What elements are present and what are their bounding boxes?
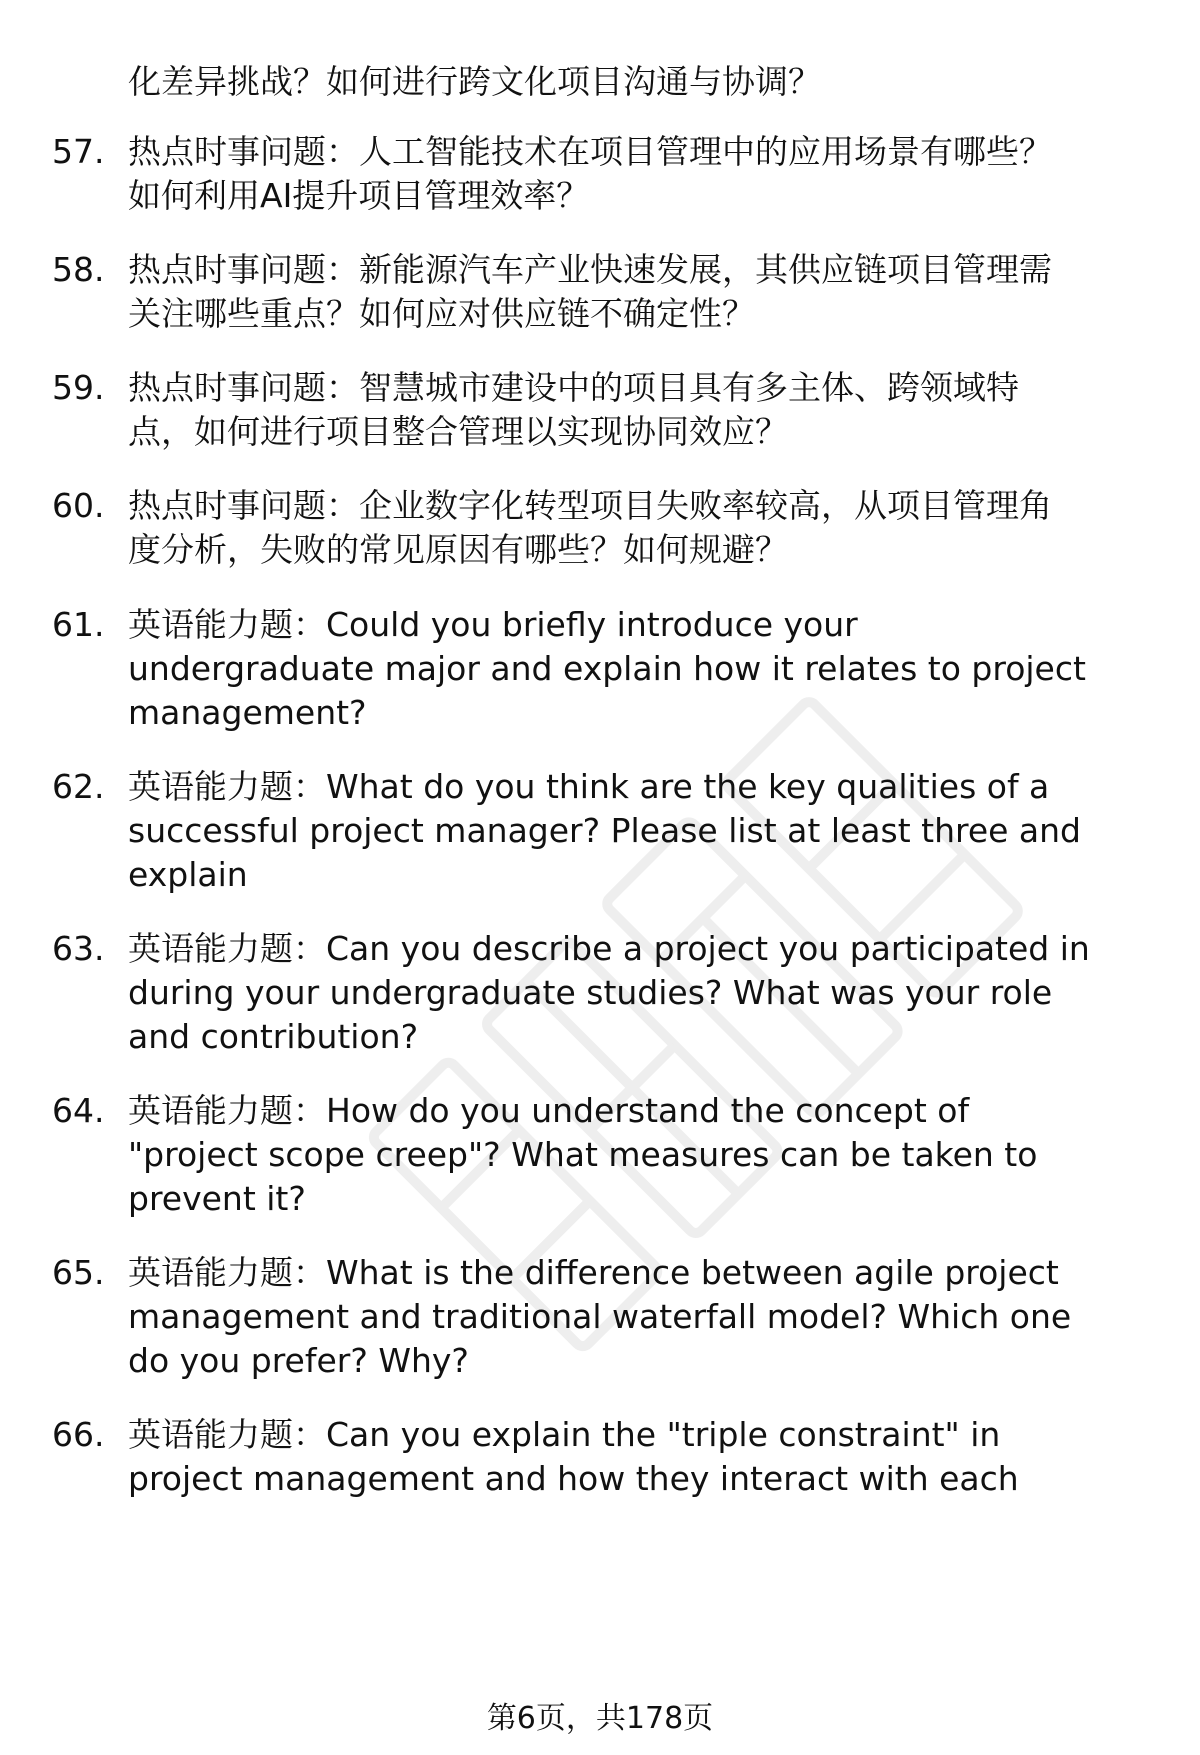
question-text-line: 英语能力题：How do you understand the concept of (128, 1091, 970, 1130)
question-number: 63. (52, 929, 105, 968)
question-text-line: 热点时事问题：新能源汽车产业快速发展，其供应链项目管理需 (128, 250, 1052, 289)
question-text-line: 度分析，失败的常见原因有哪些？如何规避？ (128, 530, 788, 569)
question-text-line: during your undergraduate studies? What was your role (128, 973, 1053, 1012)
question-text-line: management and traditional waterfall model? Which one (128, 1297, 1072, 1336)
question-text-line: 热点时事问题：智慧城市建设中的项目具有多主体、跨领域特 (128, 368, 1019, 407)
question-number: 58. (52, 250, 105, 289)
question-number: 59. (52, 368, 105, 407)
page-footer: 第6页，共178页 (486, 1701, 714, 1736)
question-text-line: explain (128, 855, 248, 894)
question-text-line: undergraduate major and explain how it relates to project (128, 649, 1086, 688)
question-text-line: 英语能力题：What do you think are the key qualities of a (128, 767, 1050, 806)
question-number: 64. (52, 1091, 105, 1130)
question-number: 61. (52, 605, 105, 644)
question-text-line: 英语能力题：Could you briefly introduce your (128, 605, 858, 644)
question-text-line: 热点时事问题：人工智能技术在项目管理中的应用场景有哪些？ (128, 132, 1052, 171)
question-text-line: do you prefer? Why? (128, 1341, 469, 1380)
question-text-line: successful project manager? Please list at least three and (128, 811, 1082, 850)
question-number: 65. (52, 1253, 105, 1292)
question-text-line: project management and how they interact with each (128, 1459, 1019, 1498)
question-text-line: 英语能力题：Can you describe a project you participated in (128, 929, 1090, 968)
question-number: 66. (52, 1415, 105, 1454)
continuation-text: 化差异挑战？如何进行跨文化项目沟通与协调？ (128, 62, 821, 101)
question-text-line: 点，如何进行项目整合管理以实现协同效应？ (128, 412, 788, 451)
question-number: 57. (52, 132, 105, 171)
question-number: 60. (52, 486, 105, 525)
question-text-line: and contribution? (128, 1017, 419, 1056)
question-text-line: management? (128, 693, 367, 732)
question-text-line: 关注哪些重点？如何应对供应链不确定性？ (128, 294, 755, 333)
question-text-line: 如何利用AI提升项目管理效率？ (128, 176, 590, 215)
question-number: 62. (52, 767, 105, 806)
question-text-line: 热点时事问题：企业数字化转型项目失败率较高，从项目管理角 (128, 486, 1052, 525)
question-text-line: prevent it? (128, 1179, 306, 1218)
question-text-line: "project scope creep"? What measures can be taken to (128, 1135, 1038, 1174)
question-text-line: 英语能力题：Can you explain the "triple constraint" in (128, 1415, 1001, 1454)
question-text-line: 英语能力题：What is the difference between agile project (128, 1253, 1059, 1292)
